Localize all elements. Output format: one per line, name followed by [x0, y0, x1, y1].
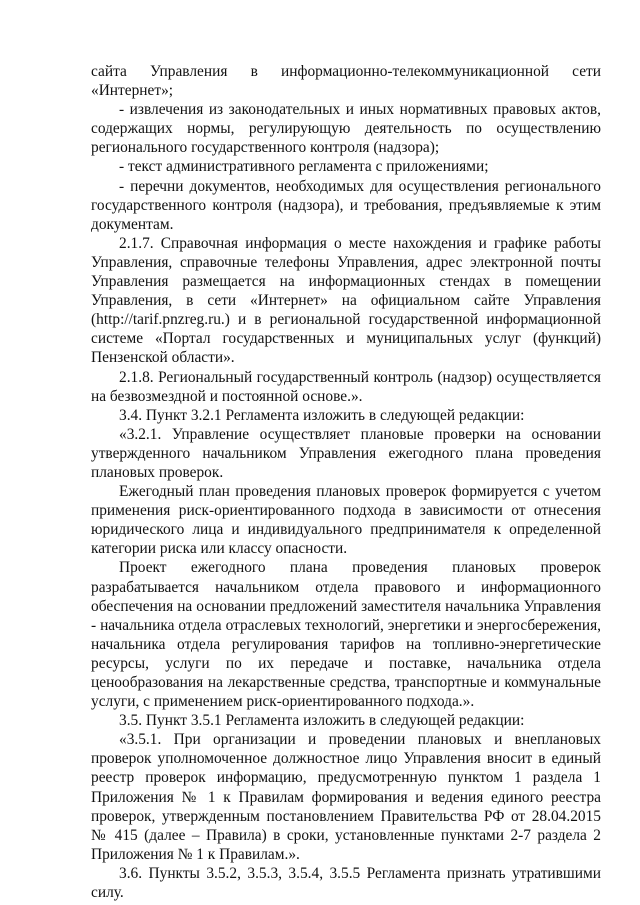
paragraph-regulation-text: - текст административного регламента с приложениями; — [119, 158, 489, 176]
paragraph-2-1-7: 2.1.7. Справочная информация о месте нахождения и графике работы Управления, справочные телефоны Управления, адрес электронной почты Управления размещается на информационных стендах в помещении Управления, в сети «Интернет» на официальном сайте Управления (http://tarif.pnzreg.ru.) и в региональной государственной информационной системе «Портал государственных и муниципальных услуг (функций) Пензенской области». — [91, 234, 601, 367]
paragraph-3-6: 3.6. Пункты 3.5.2, 3.5.3, 3.5.4, 3.5.5 Регламента признать утратившими силу. — [91, 864, 601, 902]
paragraph-document-lists: - перечни документов, необходимых для осуществления регионального государственного контроля (надзора), и требования, предъявляемые к этим документам. — [91, 177, 601, 233]
paragraph-3-4: 3.4. Пункт 3.2.1 Регламента изложить в следующей редакции: — [119, 406, 525, 424]
paragraph-legal-extracts: - извлечения из законодательных и иных нормативных правовых актов, содержащих нормы, регулирующую деятельность по осуществлению регионального государственного контроля (надзора); — [91, 101, 601, 157]
paragraph-3-5: 3.5. Пункт 3.5.1 Регламента изложить в следующей редакции: — [119, 712, 525, 730]
paragraph-3-2-1: «3.2.1. Управление осуществляет плановые проверки на основании утвержденного начальником Управления ежегодного плана проведения плановых проверок. — [91, 425, 601, 481]
paragraph-annual-plan: Ежегодный план проведения плановых проверок формируется с учетом применения риск-ориентированного подхода в зависимости от отнесения юридического лица и индивидуального предпринимателя к определенной категории риска или классу опасности. — [91, 483, 601, 558]
document-page — [91, 62, 601, 902]
paragraph-plan-draft: Проект ежегодного плана проведения плановых проверок разрабатывается начальником отдела правового и информационного обеспечения на основании предложений заместителя начальника Управления - начальника отдела отраслевых технологий, энергетики и энергосбережения, начальника отдела регулирования тарифов на топливно-энергетические ресурсы, услуги по их передаче и поставке, начальника отдела ценообразования на лекарственные средства, транспортные и коммунальные услуги, с применением риск-ориентированного подхода.». — [91, 559, 601, 711]
paragraph-site-continuation: сайта Управления в информационно-телекоммуникационной сети «Интернет»; — [91, 63, 601, 100]
paragraph-3-5-1: «3.5.1. При организации и проведении плановых и внеплановых проверок уполномоченное должностное лицо Управления вносит в единый реестр проверок информацию, предусмотренную пунктом 1 раздела 1 Приложения № 1 к Правилам формирования и ведения единого реестра проверок, утвержденным постановлением Правительства РФ от 28.04.2015 № 415 (далее – Правила) в сроки, установленные пунктами 2-7 раздела 2 Приложения № 1 к Правилам.». — [91, 731, 601, 863]
paragraph-2-1-8: 2.1.8. Региональный государственный контроль (надзор) осуществляется на безвозмездной и постоянной основе.». — [91, 368, 601, 405]
